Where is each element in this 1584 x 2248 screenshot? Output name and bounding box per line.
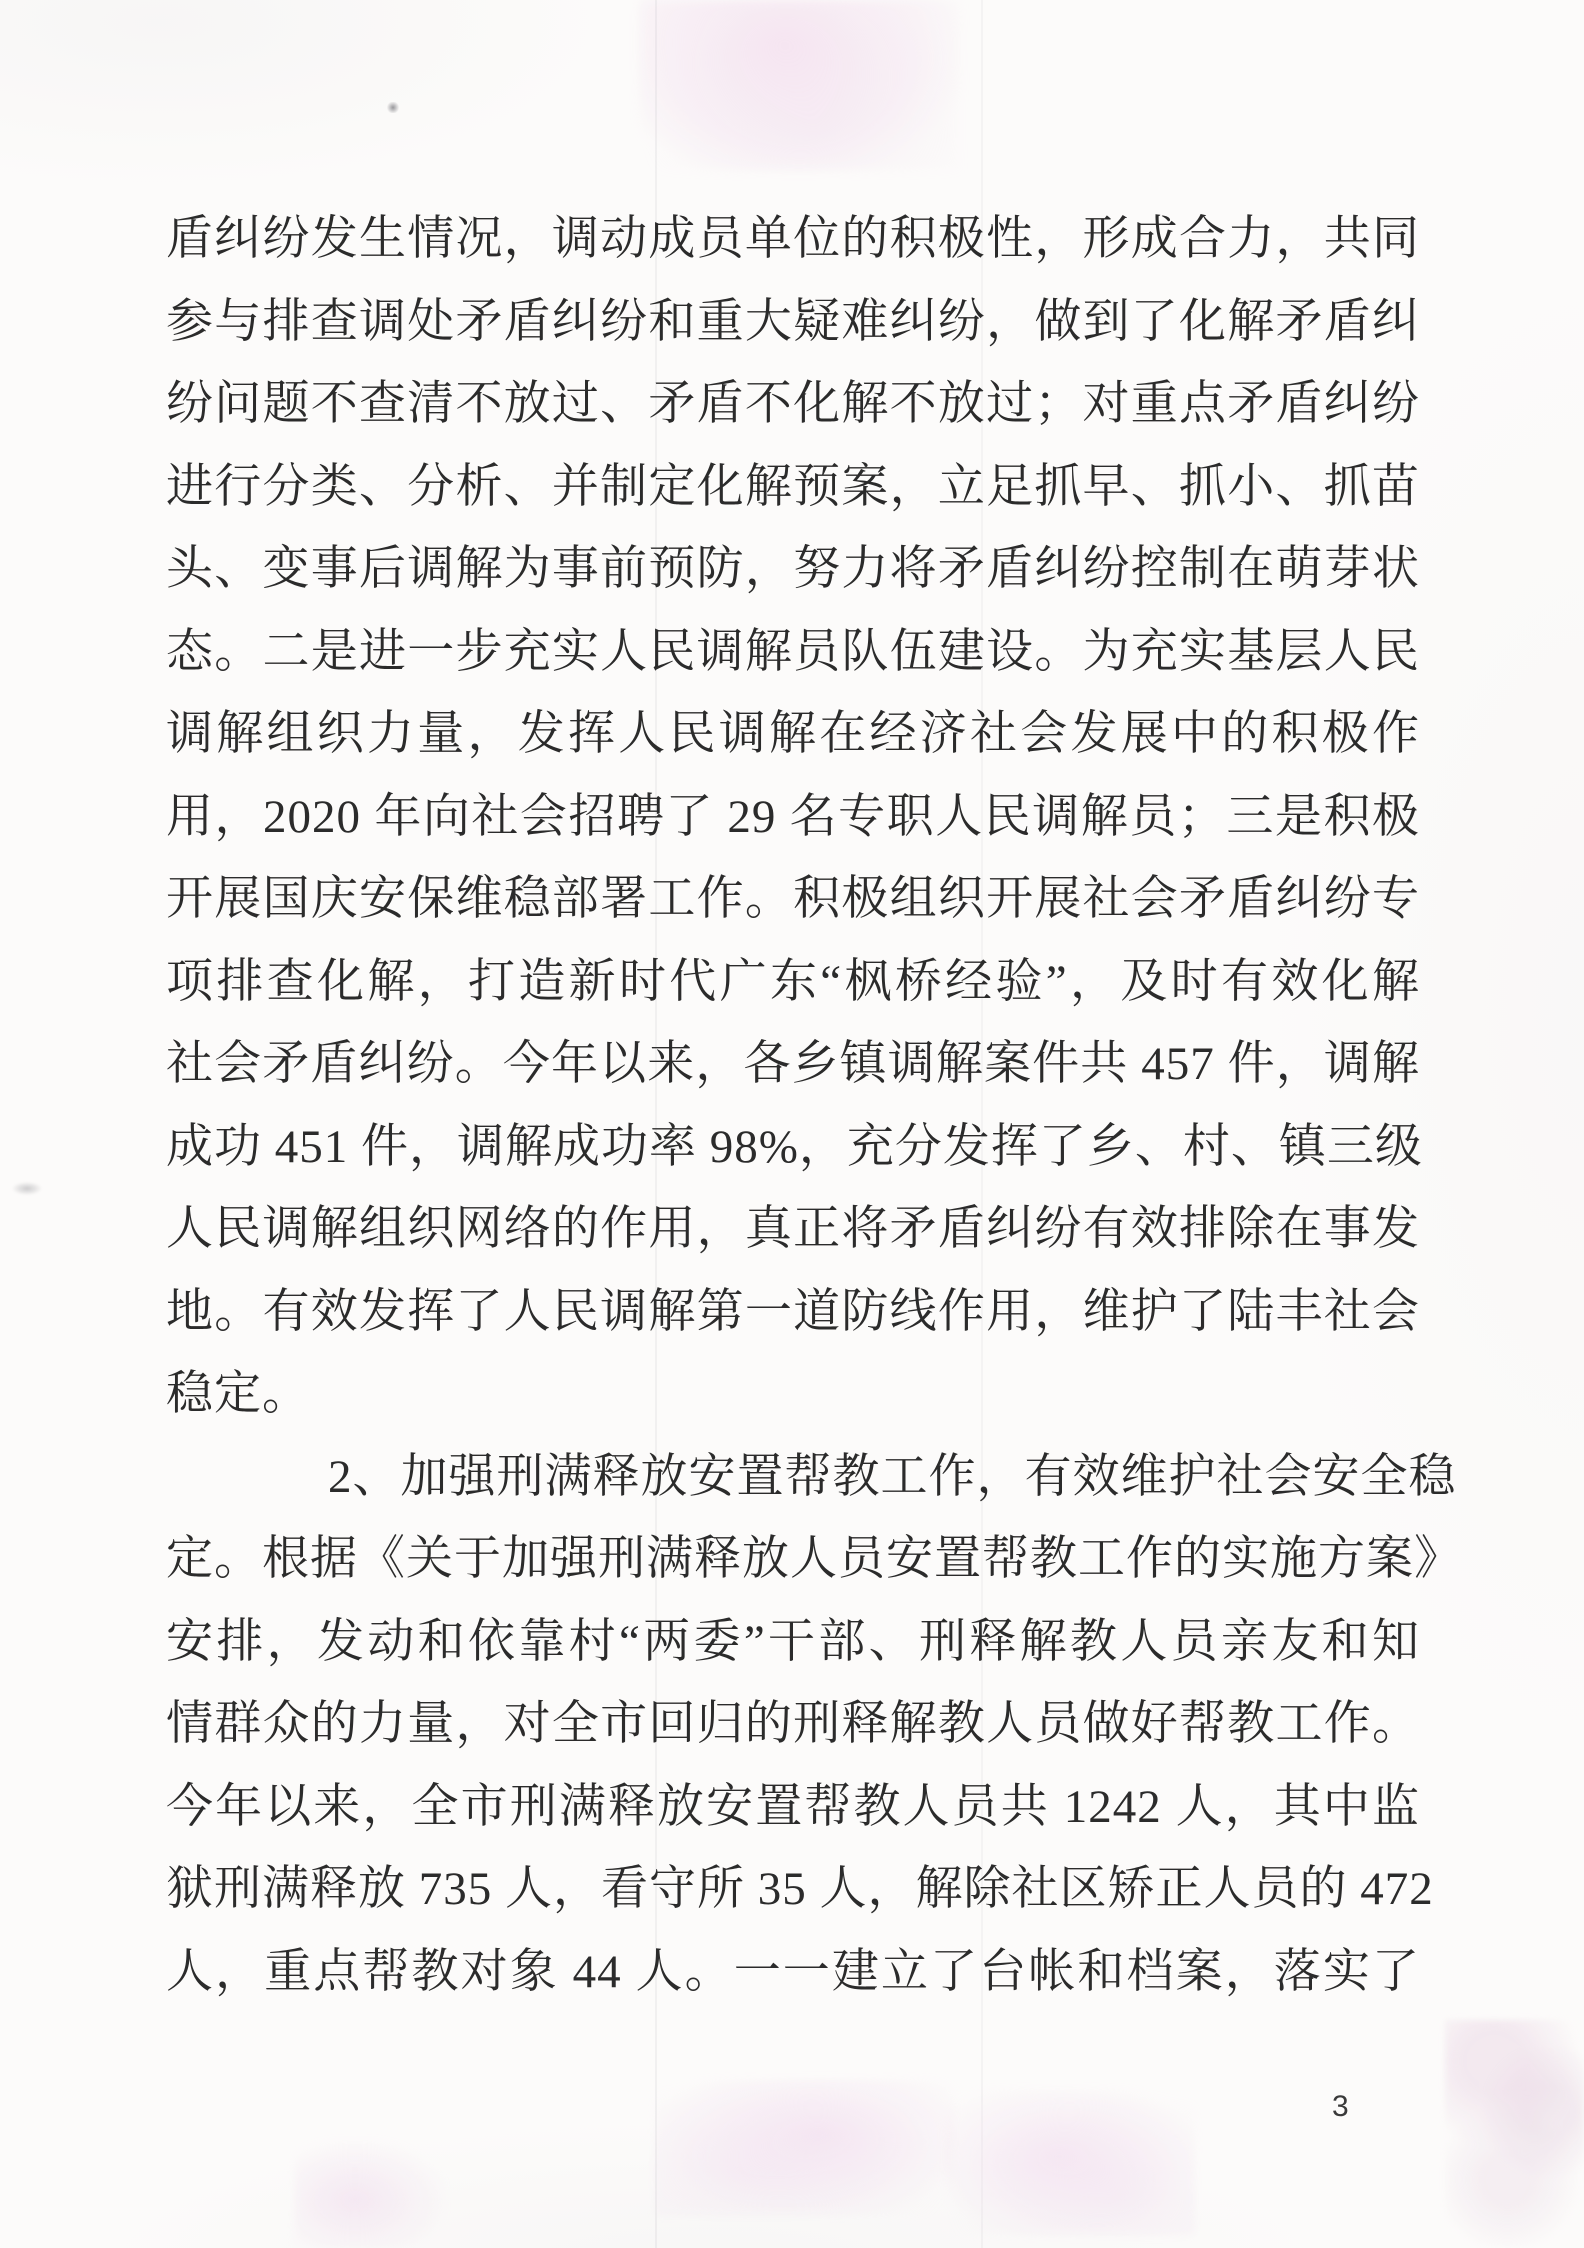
scan-smudge-bottom-right (945, 2090, 1195, 2235)
text-line: 安排，发动和依靠村“两委”干部、刑释解教人员亲友和知 (166, 1615, 1420, 1668)
text-line: 地。有效发挥了人民调解第一道防线作用，维护了陆丰社会 (166, 1285, 1420, 1338)
text-line: 人，重点帮教对象 44 人。一一建立了台帐和档案，落实了 (166, 1945, 1420, 1998)
text-line: 用，2020 年向社会招聘了 29 名专职人民调解员；三是积极 (166, 790, 1420, 843)
document-text (166, 198, 1462, 2013)
text-line: 2、加强刑满释放安置帮教工作，有效维护社会安全稳 (328, 1450, 1457, 1503)
page-number: 3 (1332, 2090, 1349, 2123)
text-line: 狱刑满释放 735 人，看守所 35 人，解除社区矫正人员的 472 (166, 1863, 1434, 1915)
text-line: 纷问题不查清不放过、矛盾不化解不放过；对重点矛盾纠纷 (166, 378, 1420, 430)
text-line: 进行分类、分析、并制定化解预案，立足抓早、抓小、抓苗 (166, 460, 1420, 513)
text-line: 情群众的力量，对全市回归的刑释解教人员做好帮教工作。 (166, 1698, 1420, 1750)
text-line: 定。根据《关于加强刑满释放人员安置帮教工作的实施方案》 (166, 1533, 1462, 1585)
scan-smudge-top (640, 0, 960, 170)
text-line: 成功 451 件，调解成功率 98%，充分发挥了乡、村、镇三级 (166, 1120, 1423, 1173)
text-line: 稳定。 (166, 1368, 310, 1420)
scan-noise-bottom-right-corner (1445, 2020, 1584, 2248)
text-line: 项排查化解，打造新时代广东“枫桥经验”，及时有效化解 (166, 955, 1420, 1008)
text-line: 社会矛盾纠纷。今年以来，各乡镇调解案件共 457 件，调解 (166, 1038, 1420, 1090)
text-line: 开展国庆安保维稳部署工作。积极组织开展社会矛盾纠纷专 (166, 873, 1420, 925)
text-line: 人民调解组织网络的作用，真正将矛盾纠纷有效排除在事发 (166, 1203, 1420, 1255)
scan-smudge-bottom-left (295, 2140, 445, 2248)
text-line: 调解组织力量，发挥人民调解在经济社会发展中的积极作 (166, 708, 1420, 760)
scan-mark-left-edge (12, 1182, 42, 1195)
text-line: 参与排查调处矛盾纠纷和重大疑难纠纷，做到了化解矛盾纠 (166, 295, 1420, 348)
text-line: 头、变事后调解为事前预防，努力将矛盾纠纷控制在萌芽状 (166, 543, 1420, 595)
text-line: 态。二是进一步充实人民调解员队伍建设。为充实基层人民 (166, 625, 1420, 678)
text-line: 今年以来，全市刑满释放安置帮教人员共 1242 人，其中监 (166, 1780, 1420, 1833)
text-line: 盾纠纷发生情况，调动成员单位的积极性，形成合力，共同 (166, 213, 1420, 265)
scan-speck (386, 102, 400, 113)
scan-smudge-bottom-center (655, 2080, 955, 2215)
